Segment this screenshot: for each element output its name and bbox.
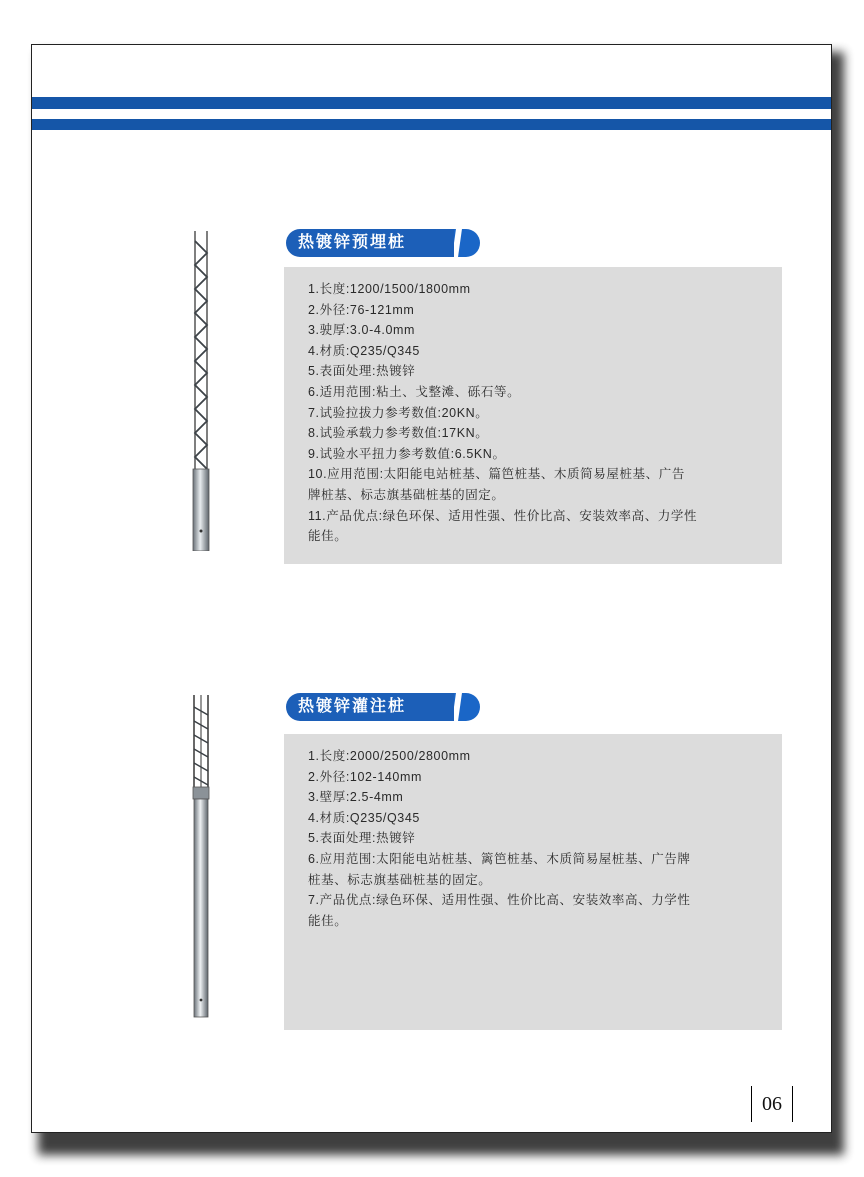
spec-item: 1.长度:1200/1500/1800mm <box>308 282 471 296</box>
spec-item: 7.试验拉拔力参考数值:20KN。 <box>308 405 489 420</box>
cage-pile-image <box>190 695 212 1021</box>
spec-item: 3.驶厚:3.0-4.0mm <box>308 323 416 338</box>
spec-item: 3.壁厚:2.5-4mm <box>308 790 404 805</box>
brochure-page <box>31 44 832 1133</box>
product-title-pill <box>286 693 480 721</box>
spec-item: 4.材质:Q235/Q345 <box>308 343 420 358</box>
product-title: 热镀锌预埋桩 <box>298 234 407 251</box>
spec-item: 9.试验水平扭力参考数值:6.5KN。 <box>308 446 506 461</box>
spec-item: 6.应用范围:太阳能电站桩基、篱笆桩基、木质简易屋桩基、广告牌桩基、标志旗基础桩基的固定。 <box>308 851 691 887</box>
spec-item: 5.表面处理:热镀锌 <box>308 831 416 846</box>
spec-item: 11.产品优点:绿色环保、适用性强、性价比高、安装效率高、力学性能佳。 <box>308 508 698 544</box>
spec-list <box>284 734 782 931</box>
spec-item: 8.试验承载力参考数值:17KN。 <box>308 426 489 441</box>
spec-list <box>284 267 782 547</box>
product-title: 热镀锌灌注桩 <box>298 698 407 715</box>
spec-item: 4.材质:Q235/Q345 <box>308 810 420 825</box>
spec-item: 5.表面处理:热镀锌 <box>308 364 416 379</box>
spec-item: 7.产品优点:绿色环保、适用性强、性价比高、安装效率高、力学性能佳。 <box>308 893 691 928</box>
spec-item: 2.外径:102-140mm <box>308 769 422 784</box>
spiral-pile-image <box>190 231 212 551</box>
product-title-pill <box>286 229 480 257</box>
spec-item: 2.外径:76-121mm <box>308 302 415 317</box>
spec-item: 1.长度:2000/2500/2800mm <box>308 749 471 763</box>
spec-box <box>284 734 782 1030</box>
spec-item: 6.适用范围:粘土、戈整滩、砾石等。 <box>308 384 521 399</box>
page-number: 06 <box>751 1086 793 1122</box>
header-band-bottom <box>32 119 831 130</box>
spec-item: 10.应用范围:太阳能电站桩基、篇笆桩基、木质简易屋桩基、广告牌桩基、标志旗基础桩基的固定。 <box>308 467 685 502</box>
spec-box <box>284 267 782 564</box>
header-band-top <box>32 97 831 109</box>
